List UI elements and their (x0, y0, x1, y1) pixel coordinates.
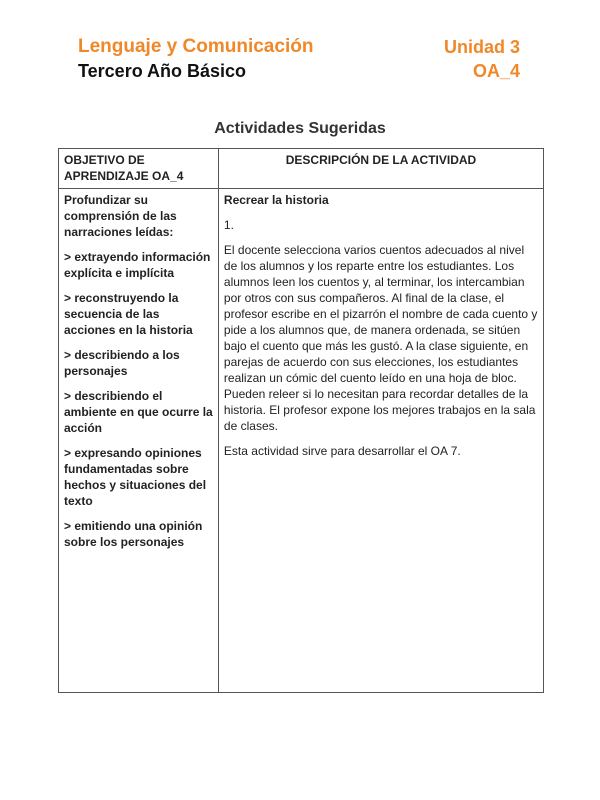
subject-title: Lenguaje y Comunicación (78, 36, 314, 57)
description-column-header: DESCRIPCIÓN DE LA ACTIVIDAD (218, 149, 543, 189)
objective-item: > describiendo a los personajes (64, 348, 180, 378)
objective-item: > extrayendo información explícita e implícita (64, 250, 211, 280)
table-header-row (59, 149, 544, 189)
activity-note: Esta actividad sirve para desarrollar el OA 7. (223, 444, 461, 458)
activity-description: El docente selecciona varios cuentos adecuados al nivel de los alumnos y los reparte entre los estudiantes. Los alumnos leen los cuentos y, al terminar, los intercambian por otros con sus compañeros. Al final de la clase, el profesor escribe en el pizarrón el nombre de cada cuento y pide a los alumnos que, de manera ordenada, se sitúen bajo el cuento que más les gustó. A la clase siguiente, en parejas de acuerdo con sus elecciones, los estudiantes realizan un cómic del cuento leído en una hoja de bloc. Pueden releer si lo necesitan para recordar detalles de la historia. El profesor expone los mejores trabajos en la sala de clases. (223, 243, 538, 433)
activity-cell (218, 189, 543, 693)
grade-title: Tercero Año Básico (78, 61, 247, 81)
header-left (78, 36, 313, 82)
unit-label: Unidad 3 (443, 37, 520, 57)
activity-number: 1. (223, 218, 234, 232)
table-row (59, 189, 544, 693)
header-right (444, 36, 520, 82)
objective-intro: Profundizar su comprensión de las narraciones leídas: (64, 193, 177, 239)
objective-item: > describiendo el ambiente en que ocurre la acción (64, 389, 213, 435)
oa-label: OA_4 (472, 61, 520, 81)
objective-column-header: OBJETIVO DE APRENDIZAJE OA_4 (59, 149, 219, 189)
activity-table (58, 148, 544, 693)
page-title: Actividades Sugeridas (214, 120, 386, 137)
objective-item: > expresando opiniones fundamentadas sobre hechos y situaciones del texto (64, 446, 207, 508)
objective-cell (59, 189, 219, 693)
objective-item: > reconstruyendo la secuencia de las acciones en la historia (64, 291, 193, 337)
activity-title: Recrear la historia (223, 193, 329, 207)
objective-item: > emitiendo una opinión sobre los personajes (64, 519, 203, 549)
